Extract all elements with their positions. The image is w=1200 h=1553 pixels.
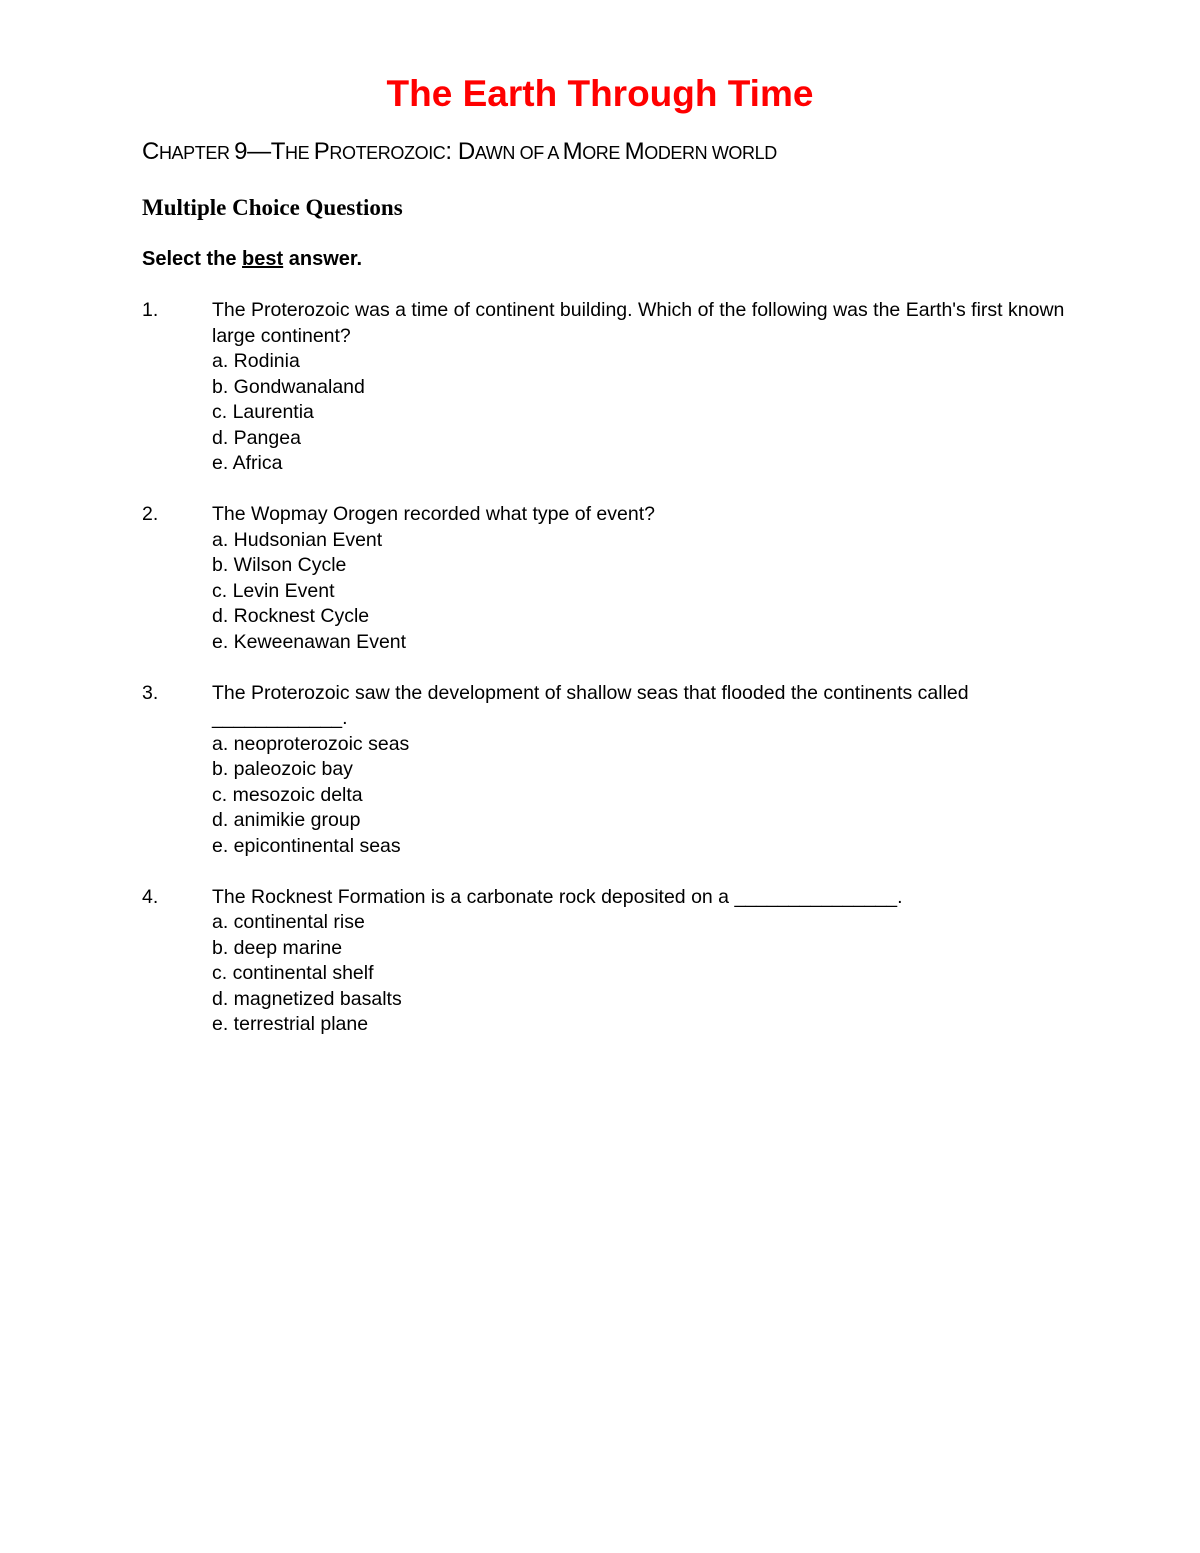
option-c: c. Levin Event <box>212 579 335 602</box>
option-e: e. terrestrial plane <box>212 1013 369 1035</box>
instruction-after: answer. <box>283 248 363 270</box>
option-d: d. animikie group <box>212 809 361 831</box>
chapter-heading-part: P <box>313 138 330 165</box>
chapter-heading-part: M <box>562 138 583 165</box>
option-b: b. Gondwanaland <box>212 375 365 398</box>
option-a: a. continental rise <box>212 911 365 933</box>
chapter-heading-part: HE <box>284 143 314 163</box>
chapter-heading-part: 9—T <box>234 138 285 165</box>
chapter-heading-part: M <box>624 138 645 165</box>
document-title: The Earth Through Time <box>386 73 814 114</box>
question-body <box>212 885 1072 1038</box>
option-e: e. Africa <box>212 452 283 474</box>
question-3 <box>0 681 1200 860</box>
question-text: The Wopmay Orogen recorded what type of event? <box>212 503 655 525</box>
question-body <box>212 298 1072 477</box>
question-text: The Proterozoic was a time of continent building. Which of the following was the Earth's first known large continent? <box>212 299 1065 347</box>
option-d: d. Rocknest Cycle <box>212 605 370 627</box>
answer-blank: ____________. <box>212 707 348 729</box>
chapter-heading-part: : D <box>445 138 475 165</box>
section-heading: Multiple Choice Questions <box>142 195 403 220</box>
option-list <box>212 528 1072 656</box>
question-number: 3. <box>142 681 159 704</box>
chapter-heading-part: C <box>142 138 159 165</box>
question-text: The Proterozoic saw the development of shallow seas that flooded the continents called <box>212 681 969 704</box>
instruction-emphasis: best <box>242 248 284 270</box>
option-a: a. Rodinia <box>212 350 300 372</box>
chapter-heading-part: HAPTER <box>158 143 235 163</box>
chapter-heading-part: ODERN WORLD <box>644 143 777 163</box>
question-body <box>212 681 1072 860</box>
option-d: d. magnetized basalts <box>212 987 402 1010</box>
option-e: e. epicontinental seas <box>212 834 401 857</box>
question-number: 2. <box>142 503 159 525</box>
question-1 <box>0 298 1200 477</box>
option-c: c. mesozoic delta <box>212 783 363 806</box>
option-list <box>212 910 1072 1038</box>
option-a: a. neoproterozoic seas <box>212 732 410 755</box>
question-text: The Rocknest Formation is a carbonate rock deposited on a _______________. <box>212 885 903 908</box>
option-a: a. Hudsonian Event <box>212 528 383 551</box>
option-list <box>212 732 1072 860</box>
option-c: c. Laurentia <box>212 401 314 423</box>
question-number: 4. <box>142 885 159 908</box>
question-body <box>212 502 1072 655</box>
option-b: b. paleozoic bay <box>212 758 353 780</box>
option-c: c. continental shelf <box>212 962 374 984</box>
option-e: e. Keweenawan Event <box>212 630 407 653</box>
chapter-heading-part: ROTEROZOIC <box>329 143 446 163</box>
option-b: b. Wilson Cycle <box>212 554 347 576</box>
option-b: b. deep marine <box>212 936 343 959</box>
question-2 <box>0 502 1200 655</box>
question-list <box>0 298 1200 1063</box>
chapter-heading-part: AWN OF A <box>474 143 563 163</box>
option-list <box>212 349 1072 477</box>
chapter-heading-part: ORE <box>582 143 625 163</box>
chapter-heading <box>142 136 777 169</box>
instruction-text <box>142 245 362 273</box>
question-4 <box>0 885 1200 1038</box>
instruction-before: Select the <box>142 248 243 270</box>
question-number: 1. <box>142 299 159 321</box>
option-d: d. Pangea <box>212 426 301 449</box>
